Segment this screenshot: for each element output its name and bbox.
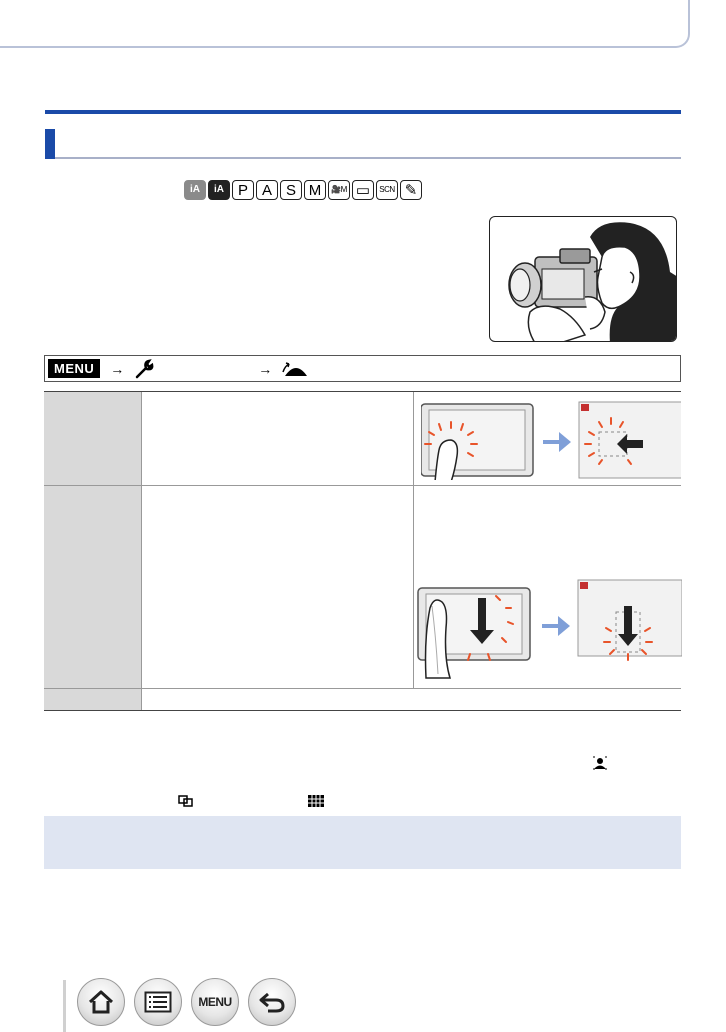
- table-row: [44, 486, 681, 689]
- menu-path-separator-2: →: [258, 360, 273, 377]
- note-box: [44, 816, 681, 869]
- menu-button-icon: MENU: [198, 995, 232, 1009]
- touch-tap-illustration: [421, 400, 681, 480]
- menu-path-bar: [44, 355, 681, 382]
- menu-badge: MENU: [48, 359, 100, 378]
- page-header-rule: [45, 110, 681, 114]
- program-ae-mode-icon: P: [232, 180, 254, 200]
- intelligent-auto-plus-mode-icon: iA: [208, 180, 230, 200]
- recording-mode-icons: [184, 180, 422, 200]
- table-row-label-cell: [44, 689, 141, 710]
- table-row-label-cell: [44, 392, 141, 485]
- back-arrow-icon: [258, 990, 286, 1014]
- back-button[interactable]: [248, 978, 296, 1026]
- custom-dial-icon: [282, 360, 310, 378]
- intelligent-auto-mode-icon: iA: [184, 180, 206, 200]
- menu-path-separator: →: [110, 360, 125, 377]
- tracking-af-icon: [178, 795, 194, 807]
- creative-control-mode-icon: ✎: [400, 180, 422, 200]
- menu-button[interactable]: [191, 978, 239, 1026]
- wrench-icon: [134, 359, 156, 379]
- table-row: [44, 689, 681, 710]
- nav-divider: [63, 980, 66, 1032]
- shutter-priority-mode-icon: S: [280, 180, 302, 200]
- face-eye-detection-icon: [592, 756, 608, 770]
- page-tab-frame: [0, 0, 690, 48]
- table-row-label-cell: [44, 486, 141, 688]
- touch-drag-illustration: [416, 578, 682, 684]
- contents-list-icon: [144, 991, 172, 1013]
- settings-table: [44, 391, 681, 711]
- table-row: [44, 391, 681, 486]
- viewfinder-usage-photo: [489, 216, 677, 342]
- section-rule: [55, 157, 681, 159]
- contents-list-button[interactable]: [134, 978, 182, 1026]
- scene-guide-mode-icon: SCN: [376, 180, 398, 200]
- manual-exposure-mode-icon: M: [304, 180, 326, 200]
- home-icon: [87, 989, 115, 1015]
- home-button[interactable]: [77, 978, 125, 1026]
- panorama-mode-icon: ▭: [352, 180, 374, 200]
- creative-video-mode-icon: 🎥M: [328, 180, 350, 200]
- multi-area-af-icon: [308, 795, 324, 807]
- section-marker: [45, 129, 55, 159]
- aperture-priority-mode-icon: A: [256, 180, 278, 200]
